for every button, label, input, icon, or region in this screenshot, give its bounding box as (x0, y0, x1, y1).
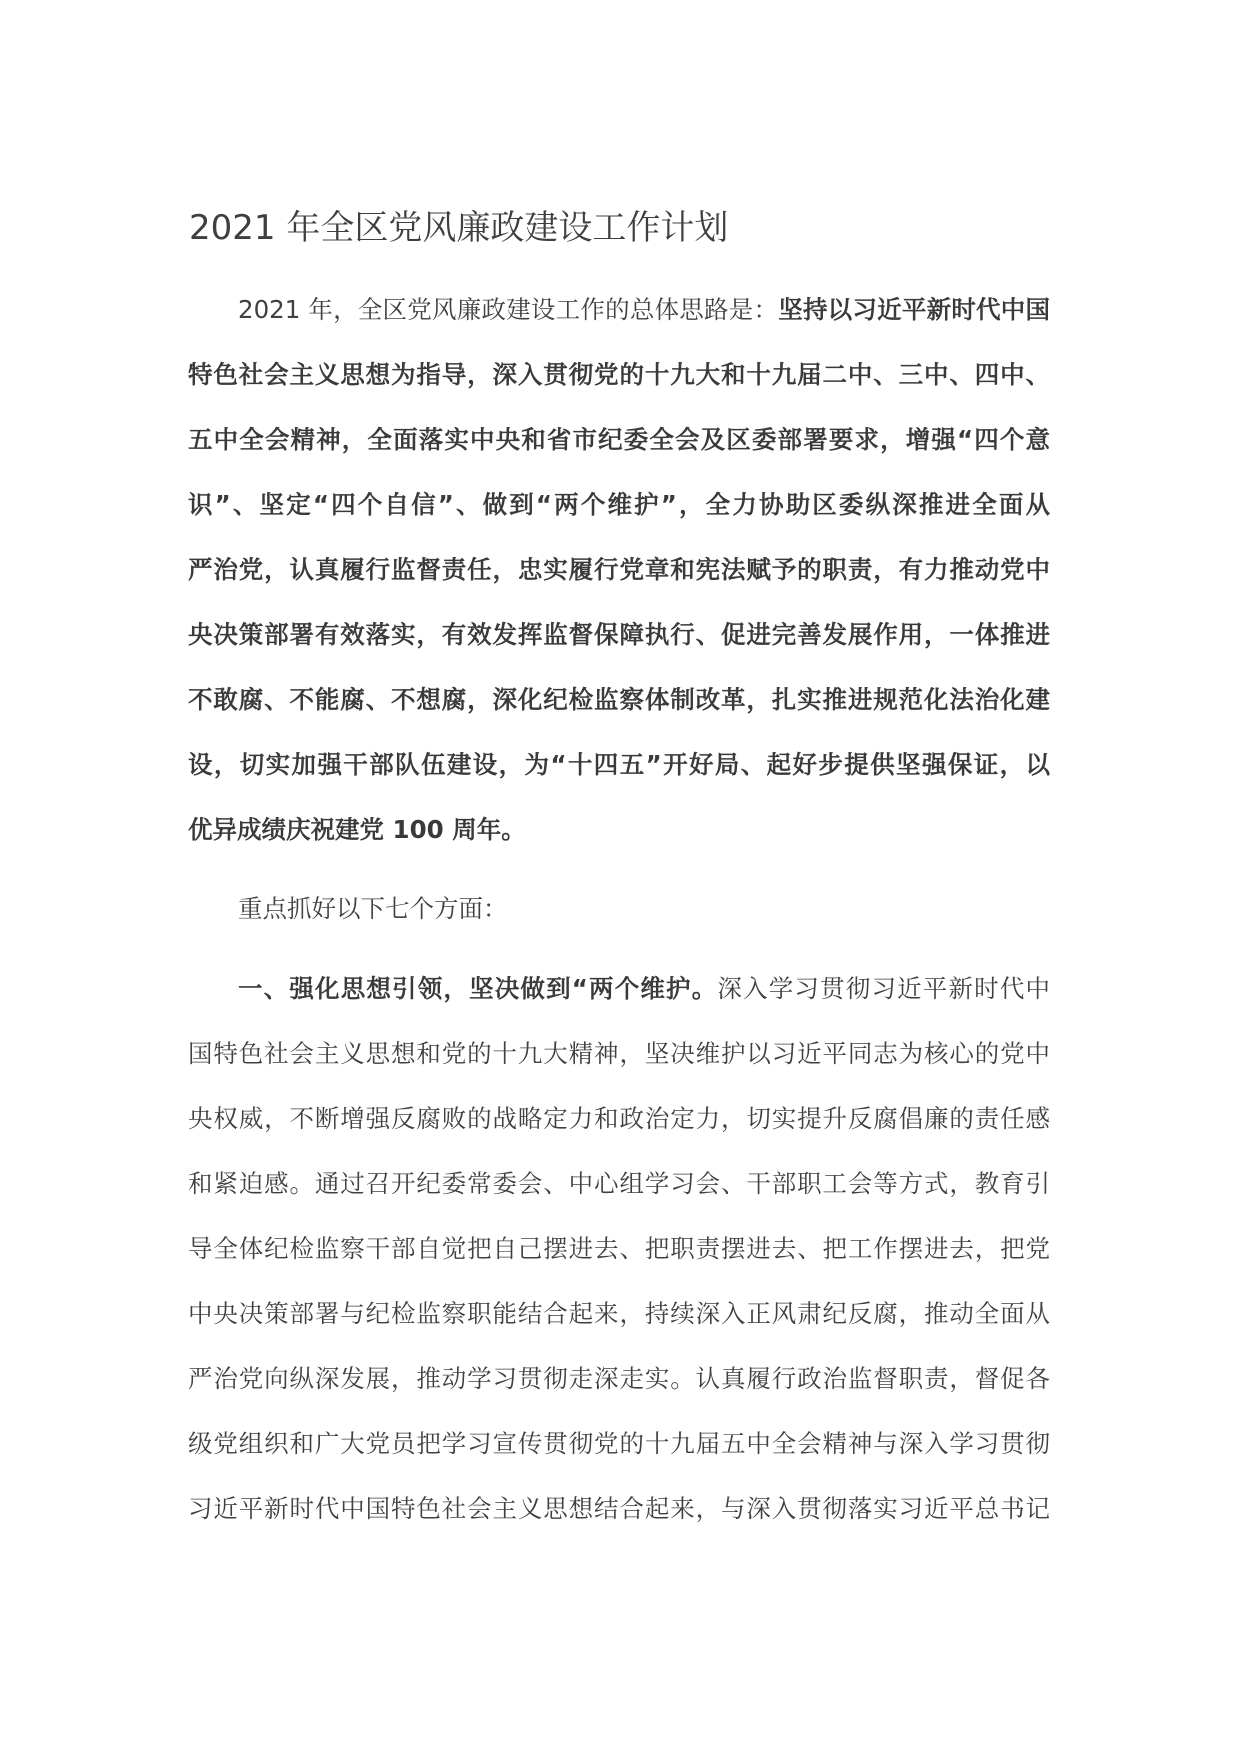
text-segment: 中央决策部署与纪检监察职能结合起来，持续深入正风肃纪反腐，推动全面从 (188, 1299, 1050, 1328)
bold-text-segment: 设，切实加强干部队伍建设，为“十四五”开好局、起好步提供坚强保证，以 (188, 750, 1050, 779)
section-heading: 一、强化思想引领，坚决做到“两个维护。 (238, 974, 718, 1003)
text-segment: 央权威，不断增强反腐败的战略定力和政治定力，切实提升反腐倡廉的责任感 (188, 1104, 1050, 1133)
paragraph-line (188, 876, 1050, 941)
bold-text-segment: 优异成绩庆祝建党 100 周年。 (188, 815, 526, 844)
text-segment: 和紧迫感。通过召开纪委常委会、中心组学习会、干部职工会等方式，教育引 (188, 1169, 1050, 1198)
paragraph-line (188, 1411, 1050, 1476)
paragraph-section-1 (188, 956, 1050, 1541)
text-segment: 导全体纪检监察干部自觉把自己摆进去、把职责摆进去、把工作摆进去，把党 (188, 1234, 1050, 1263)
bold-text-segment: 不敢腐、不能腐、不想腐，深化纪检监察体制改革，扎实推进规范化法治化建 (188, 685, 1050, 714)
paragraph-line (188, 1021, 1050, 1086)
paragraph-line (188, 1476, 1050, 1541)
paragraph-line (188, 1216, 1050, 1281)
bold-text-segment: 识”、坚定“四个自信”、做到“两个维护”，全力协助区委纵深推进全面从 (188, 490, 1050, 519)
paragraph-line (188, 1086, 1050, 1151)
paragraph-line (188, 667, 1050, 732)
bold-text-segment: 五中全会精神，全面落实中央和省市纪委全会及区委部署要求，增强“四个意 (188, 425, 1050, 454)
paragraph-line (188, 1281, 1050, 1346)
bold-text-segment: 央决策部署有效落实，有效发挥监督保障执行、促进完善发展作用，一体推进 (188, 620, 1050, 649)
text-segment: 级党组织和广大党员把学习宣传贯彻党的十九届五中全会精神与深入学习贯彻 (188, 1429, 1050, 1458)
paragraph-overview (188, 277, 1050, 862)
text-segment: 重点抓好以下七个方面： (238, 894, 508, 923)
paragraph-line (188, 537, 1050, 602)
bold-text-segment: 坚持以习近平新时代中国 (778, 295, 1051, 324)
text-segment: 习近平新时代中国特色社会主义思想结合起来，与深入贯彻落实习近平总书记 (188, 1494, 1050, 1523)
paragraph-line (188, 472, 1050, 537)
text-segment: 国特色社会主义思想和党的十九大精神，坚决维护以习近平同志为核心的党中 (188, 1039, 1050, 1068)
paragraph-line (188, 732, 1050, 797)
bold-text-segment: 特色社会主义思想为指导，深入贯彻党的十九大和十九届二中、三中、四中、 (188, 360, 1050, 389)
paragraph-line (188, 602, 1050, 667)
paragraph-line (188, 1151, 1050, 1216)
paragraph-line (188, 1346, 1050, 1411)
paragraph-line (188, 342, 1050, 407)
text-segment: 2021 年，全区党风廉政建设工作的总体思路是： (238, 295, 779, 324)
paragraph-line (188, 277, 1050, 342)
text-segment: 严治党向纵深发展，推动学习贯彻走深走实。认真履行政治监督职责，督促各 (188, 1364, 1050, 1393)
bold-text-segment: 严治党，认真履行监督责任，忠实履行党章和宪法赋予的职责，有力推动党中 (188, 555, 1050, 584)
text-segment: 深入学习贯彻习近平新时代中 (717, 974, 1050, 1003)
document-title: 2021 年全区党风廉政建设工作计划 (189, 208, 729, 248)
paragraph-line (188, 407, 1050, 472)
paragraph-focus-intro (188, 876, 1050, 941)
paragraph-line (188, 797, 1050, 862)
paragraph-line (188, 956, 1050, 1021)
